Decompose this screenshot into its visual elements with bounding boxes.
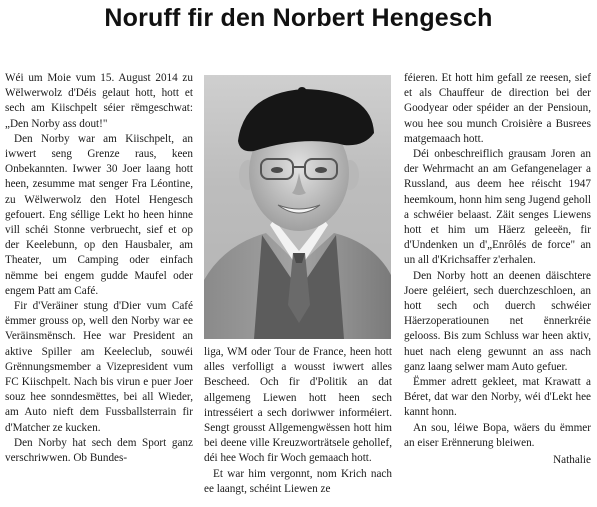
column-2 [204,345,392,497]
paragraph: An sou, léiwe Bopa, wäers du ëmmer an eiser Erënnerung bleiwen. [404,421,591,449]
article-title: Noruff fir den Norbert Hengesch [104,4,493,32]
paragraph: Den Norby war am Kiischpelt, an iwwert seng Grenze raus, keen Onbekannten. Iwwer 30 Joer laang hott heen, zesumme mat senger Fra Léontine, zu Wëlwerwolz den Hotel Hengesch gefouert. Eng séllige Lekt ho heen hinne vill schéi Stonne verbruecht, sief et op der Keelebunn, op den Hausbaler, am Theater, um Camping oder einfach nëmme bei engem gudde Maufel oder engem Patt am Café. [5,132,193,297]
paragraph: Fir d'Veräiner stung d'Dier vum Café ëmmer grouss op, well den Norby war ee Veräinsmënsch. Hee war President an aktive Spiller am Keeleclub, souwéi Grënnungsmember a Vizepresident vum FC Kiischpelt. Nach bis virun e puer Joer souz hee sonndesmëttes, bei all Wieder, am Auto nieft dem Fussballsterrain fir d'Matcher ze kucken. [5,300,193,434]
paragraph: Wéi um Moie vum 15. August 2014 zu Wëlwerwolz d'Déis gelaut hott, hott et sech am Kiischpelt séier rëmgeschwat: „Den Norby ass dout!" [5,72,193,130]
column-3 [404,71,591,468]
signature: Nathalie [553,454,591,467]
paragraph: Den Norby hat sech dem Sport ganz verschriwwen. Ob Bundes- [5,436,193,465]
paragraph: liga, WM oder Tour de France, heen hott alles verfolligt a wousst iwwert alles Bescheed. Och fir d'Politik an dat allgemeng Liewen hott heen sech intresséiert a sech doriwwer informéiert. Sengt grousst Allgemengwëssen hott him bei deene ville Kreuzworträtsele gehollef, déi hee Woch fir Woch gemaach hott. [204,346,392,465]
paragraph: Den Norby hott an deenen däischtere Joere geléiert, sech duerchzeschloen, an hott sech och duerch schwéier Häerzoperatiounen net ënnerkréie gelooss. Bis zum Schluss war heen aktiv, huet nach eleng gewunnt an ass nach ganz laang selwer mam Auto gefuer. [404,269,591,373]
portrait-photo [204,75,391,339]
paragraph: Déi onbeschreiflich grausam Joren an der Wehrmacht an am Gefangenelager a Russland, aus deem hee réischt 1947 heemkoum, honn him seng Jugend geholl a schwéier belaast. Zäit senges Liewens hott et him um Häerz geleeën, fir d'Undenken un d'„Enrôlés de force" an un all d'Krichsaffer z'erhalen. [404,148,591,267]
column-1 [5,71,193,466]
paragraph: féieren. Et hott him gefall ze reesen, sief et als Chauffeur de direction bei der Goodyear oder spéider an der Pensioun, wou hee sou munch Croisière a Busrees matgemaach hott. [404,72,591,145]
paragraph: Et war him vergonnt, nom Krich nach ee laangt, schéint Liewen ze [204,467,392,495]
portrait-illustration [204,75,391,339]
paragraph: Ëmmer adrett gekleet, mat Krawatt a Béret, dat war den Norby, wéi d'Lekt hee kannt honn. [404,376,591,419]
